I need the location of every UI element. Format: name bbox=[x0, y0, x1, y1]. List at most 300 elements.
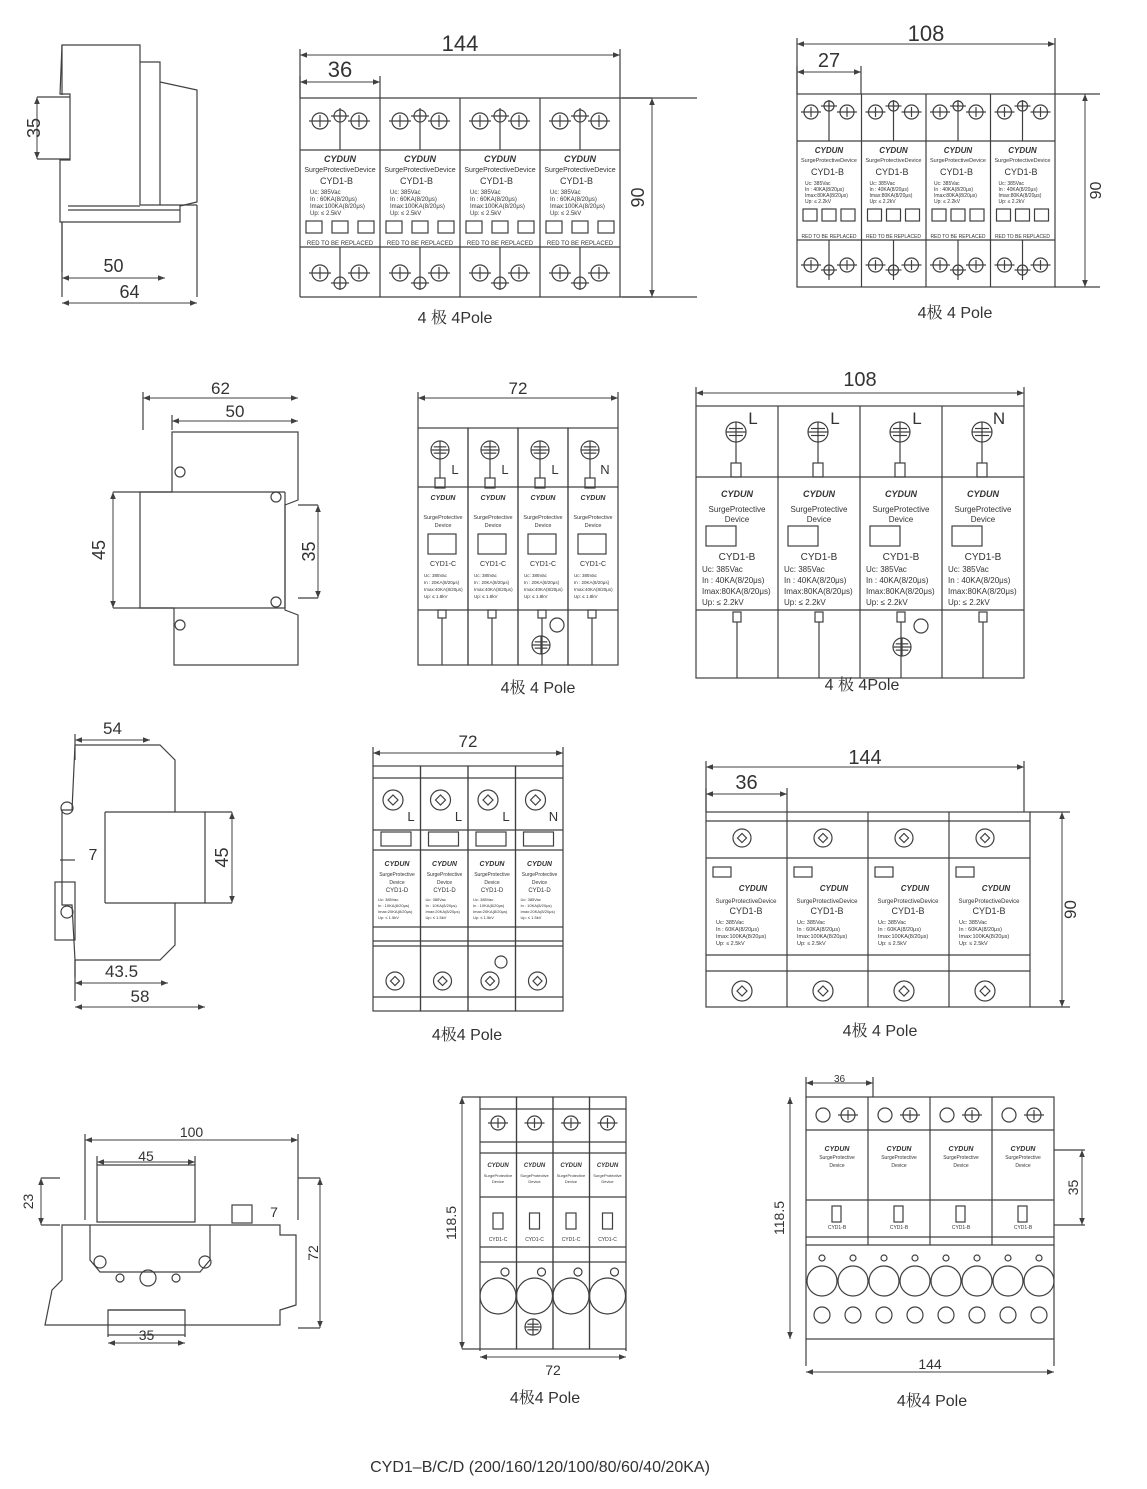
view-caption: 4 极 4Pole bbox=[417, 310, 493, 327]
screw-circle bbox=[895, 829, 913, 847]
screw-terminal-icon bbox=[813, 981, 833, 1001]
indicator-window bbox=[713, 867, 731, 877]
terminal-circle bbox=[61, 802, 73, 814]
terminal-block bbox=[977, 463, 987, 477]
spec-line: Up: ≤ 2.2kV bbox=[702, 598, 744, 607]
model-label: CYD1-D bbox=[528, 888, 551, 894]
replace-warning: RED TO BE REPLACED bbox=[466, 241, 534, 247]
cydun-logo: CYDUN bbox=[487, 1163, 509, 1169]
device-subtitle: SurgeProtectiveDevice bbox=[994, 158, 1051, 164]
indicator-window bbox=[306, 221, 322, 233]
indicator-window bbox=[518, 221, 534, 233]
spec-line: Imax:100KA(8/20μs) bbox=[550, 204, 605, 210]
indicator-window bbox=[412, 221, 428, 233]
indicator-window bbox=[492, 221, 508, 233]
indicator-window bbox=[428, 534, 456, 554]
model-label: CYD1-C bbox=[561, 1237, 581, 1243]
indicator-window bbox=[952, 526, 982, 546]
dimension-label: 35 bbox=[299, 541, 319, 562]
dimension-label: 45 bbox=[212, 847, 232, 868]
device-subtitle: Device bbox=[484, 880, 500, 886]
indicator-window bbox=[1035, 209, 1049, 221]
screw-terminal-icon bbox=[1031, 258, 1051, 272]
screw-terminal-icon bbox=[837, 105, 857, 119]
terminal-circle bbox=[850, 1255, 856, 1261]
spec-line: Imax:20KA(8/20μs) bbox=[473, 909, 508, 914]
screw-head bbox=[531, 795, 541, 805]
spec-line: Up: ≤ 1.5kV bbox=[520, 915, 542, 920]
dimension-label: 144 bbox=[848, 747, 882, 769]
replace-warning: RED TO BE REPLACED bbox=[386, 241, 454, 247]
indicator-window bbox=[841, 209, 855, 221]
cydun-logo: CYDUN bbox=[814, 146, 844, 155]
pole-body bbox=[480, 1097, 517, 1349]
dimension-label: 50 bbox=[103, 256, 124, 276]
model-label: CYD1-B bbox=[875, 167, 909, 177]
ground-symbol bbox=[914, 619, 928, 633]
cydun-logo: CYDUN bbox=[430, 495, 456, 502]
terminal-slot bbox=[476, 832, 506, 846]
spec-line: Imax:40KA(8/20μs) bbox=[524, 587, 563, 592]
side-view-2 bbox=[140, 432, 298, 665]
spec-line: In : 40KA(8/20μs) bbox=[866, 576, 929, 585]
screw-terminal-icon bbox=[962, 1108, 982, 1122]
model-label: CYD1-D bbox=[480, 888, 504, 894]
device-subtitle: Device bbox=[436, 880, 453, 886]
device-subtitle: SurgeProtective bbox=[943, 1155, 979, 1161]
terminal-circle bbox=[912, 1255, 918, 1261]
indicator-window bbox=[875, 867, 893, 877]
model-label: CYD1-D bbox=[433, 888, 456, 894]
terminal-circle bbox=[974, 1255, 980, 1261]
cydun-logo: CYDUN bbox=[1010, 1146, 1036, 1153]
screw-terminal-icon bbox=[895, 829, 913, 847]
spec-line: Up: ≤ 2.5kV bbox=[716, 941, 745, 947]
ground-symbol bbox=[550, 618, 564, 632]
cydun-logo: CYDUN bbox=[802, 489, 836, 499]
terminal-circle bbox=[807, 1266, 837, 1296]
indicator-window bbox=[332, 221, 348, 233]
screw-terminal-icon bbox=[801, 258, 821, 272]
spec-line: In : 40KA(8/20μs) bbox=[998, 187, 1038, 193]
view-caption: 4极 4 Pole bbox=[917, 305, 993, 322]
terminal-block bbox=[731, 463, 741, 477]
indicator-window bbox=[493, 1213, 503, 1229]
device-subtitle: SurgeProtective bbox=[790, 505, 848, 514]
screw-terminal-icon bbox=[588, 113, 610, 129]
spec-line: Uc: 385Vac bbox=[470, 190, 501, 196]
dimension-label: 90 bbox=[1088, 181, 1105, 200]
screw-head bbox=[980, 986, 990, 996]
screw-terminal-icon bbox=[902, 258, 922, 272]
screw-terminal-icon bbox=[598, 1116, 618, 1130]
cydun-logo: CYDUN bbox=[527, 861, 552, 868]
cydun-logo: CYDUN bbox=[738, 884, 768, 893]
model-label: CYD1-C bbox=[479, 561, 507, 568]
indicator-window bbox=[528, 534, 556, 554]
cydun-logo: CYDUN bbox=[384, 861, 410, 868]
pole-label: L bbox=[454, 809, 463, 824]
replace-warning: RED TO BE REPLACED bbox=[930, 234, 986, 240]
model-label: CYD1-B bbox=[718, 552, 756, 563]
cydun-logo: CYDUN bbox=[900, 884, 930, 893]
cydun-logo: CYDUN bbox=[966, 489, 1000, 499]
dimension-label: 72 bbox=[305, 1245, 321, 1261]
terminal-circle bbox=[94, 1256, 106, 1268]
model-label: CYD1-C bbox=[529, 561, 557, 568]
spec-line: Imax:20KA(8/20μs) bbox=[378, 909, 413, 914]
spec-line: Up: ≤ 2.2kV bbox=[866, 598, 908, 607]
model-label: CYD1-B bbox=[320, 176, 354, 186]
indicator-window bbox=[997, 209, 1011, 221]
spec-line: Imax:80KA(8/20μs) bbox=[934, 193, 977, 199]
screw-circle bbox=[975, 981, 995, 1001]
spec-line: In : 10KA(8/20μs) bbox=[520, 903, 552, 908]
spec-line: In : 60KA(8/20μs) bbox=[470, 197, 517, 203]
indicator-window bbox=[572, 221, 588, 233]
terminal-circle bbox=[1031, 1307, 1047, 1323]
indicator-window bbox=[706, 526, 736, 546]
view-caption: 4极4 Pole bbox=[509, 1390, 581, 1407]
screw-terminal-icon bbox=[389, 265, 411, 281]
screw-terminal-icon bbox=[549, 113, 571, 129]
spec-line: In : 40KA(8/20μs) bbox=[869, 187, 909, 193]
screw-terminal-icon bbox=[488, 1116, 508, 1130]
device-subtitle: Device bbox=[724, 515, 750, 524]
terminal-circle bbox=[1005, 1255, 1011, 1261]
terminal-circle bbox=[501, 1268, 509, 1276]
indicator-window bbox=[906, 209, 920, 221]
screw-terminal-icon bbox=[478, 790, 498, 810]
screw-head bbox=[818, 986, 828, 996]
spec-line: Uc: 385Vac bbox=[797, 920, 826, 926]
spec-line: Up: ≤ 2.5kV bbox=[470, 211, 502, 217]
spec-line: Up: ≤ 2.2kV bbox=[805, 199, 832, 205]
model-label: CYD1-B bbox=[811, 167, 845, 177]
cydun-logo: CYDUN bbox=[886, 1146, 912, 1153]
pole-body bbox=[418, 428, 468, 665]
device-subtitle: SurgeProtective bbox=[379, 872, 415, 878]
screw-terminal-icon bbox=[726, 422, 746, 442]
view-caption: 4极 4 Pole bbox=[842, 1023, 918, 1040]
spec-line: Uc: 385Vac bbox=[784, 565, 825, 574]
dimension-label: 62 bbox=[211, 379, 230, 398]
dimension-label: 7 bbox=[270, 1204, 278, 1220]
terminal-circle bbox=[1024, 1266, 1054, 1296]
terminal-block bbox=[979, 612, 987, 622]
device-subtitle: Device bbox=[534, 523, 552, 529]
replace-warning: RED TO BE REPLACED bbox=[865, 234, 922, 240]
model-label: CYD1-B bbox=[940, 167, 974, 177]
screw-head bbox=[486, 977, 495, 986]
terminal-circle bbox=[969, 1307, 985, 1323]
screw-terminal-icon bbox=[838, 1108, 858, 1122]
cydun-logo: CYDUN bbox=[981, 884, 1011, 893]
spec-line: Up: ≤ 1.8kV bbox=[524, 594, 548, 599]
spec-line: Uc: 385Vac bbox=[550, 190, 581, 196]
device-subtitle: SurgeProtective bbox=[593, 1173, 622, 1178]
screw-circle bbox=[976, 829, 994, 847]
spec-line: Imax:100KA(8/20μs) bbox=[470, 204, 525, 210]
spec-line: Imax:40KA(8/20μs) bbox=[574, 587, 613, 592]
pole-body bbox=[517, 1097, 554, 1349]
dimension-label: 58 bbox=[130, 987, 150, 1006]
model-label: CYD1-C bbox=[579, 561, 607, 568]
terminal-circle bbox=[869, 1266, 899, 1296]
cydun-logo: CYDUN bbox=[884, 489, 918, 499]
model-label: CYD1-D bbox=[385, 888, 409, 894]
spec-line: Imax:100KA(8/20μs) bbox=[390, 204, 445, 210]
device-subtitle: SurgeProtective bbox=[872, 505, 930, 514]
spec-line: In : 20KA(8/20μs) bbox=[524, 580, 560, 585]
screw-terminal-icon bbox=[531, 441, 549, 459]
indicator-window bbox=[598, 221, 614, 233]
device-subtitle: SurgeProtective bbox=[474, 872, 510, 878]
spec-line: Up: ≤ 1.5kV bbox=[473, 915, 494, 920]
dimension-label: 45 bbox=[138, 1148, 154, 1164]
indicator-window bbox=[794, 867, 812, 877]
ground-symbol bbox=[495, 956, 507, 968]
spec-line: In : 40KA(8/20μs) bbox=[702, 576, 765, 585]
cydun-logo: CYDUN bbox=[879, 146, 908, 155]
footer-caption: CYD1–B/C/D (200/160/120/100/80/60/40/20KA) bbox=[370, 1459, 710, 1476]
screw-circle bbox=[383, 790, 403, 810]
spec-line: Imax:80KA(8/20μs) bbox=[805, 193, 848, 199]
model-label: CYD1-B bbox=[1004, 167, 1038, 177]
terminal-block bbox=[897, 612, 905, 622]
terminal-circle bbox=[819, 1255, 825, 1261]
pole-label: L bbox=[407, 809, 415, 824]
terminal-circle bbox=[962, 1266, 992, 1296]
screw-terminal-icon bbox=[481, 972, 499, 990]
indicator-window bbox=[478, 534, 506, 554]
screw-terminal-icon bbox=[900, 1108, 920, 1122]
spec-line: In : 20KA(8/20μs) bbox=[474, 580, 510, 585]
screw-terminal-icon bbox=[995, 258, 1015, 272]
device-subtitle: SurgeProtectiveDevice bbox=[384, 167, 456, 174]
spec-line: In : 40KA(8/20μs) bbox=[934, 187, 974, 193]
device-subtitle: SurgeProtectiveDevice bbox=[464, 167, 536, 174]
spec-line: In : 60KA(8/20μs) bbox=[390, 197, 437, 203]
device-subtitle: SurgeProtective bbox=[954, 505, 1012, 514]
spec-line: Imax:40KA(8/20μs) bbox=[424, 587, 463, 592]
pole-body bbox=[568, 428, 618, 665]
terminal-circle bbox=[938, 1307, 954, 1323]
cydun-logo: CYDUN bbox=[480, 495, 506, 502]
view-caption: 4 极 4Pole bbox=[824, 677, 900, 694]
screw-terminal-icon bbox=[1024, 1108, 1044, 1122]
spec-line: Up: ≤ 2.5kV bbox=[550, 211, 582, 217]
spec-line: Imax:80KA(8/20μs) bbox=[948, 587, 1017, 596]
screw-terminal-icon bbox=[525, 1116, 545, 1130]
screw-terminal-icon bbox=[469, 265, 491, 281]
device-subtitle: SurgeProtectiveDevice bbox=[930, 158, 986, 164]
screw-terminal-icon bbox=[966, 105, 986, 119]
dimension-label: 27 bbox=[817, 50, 841, 72]
replace-warning: RED TO BE REPLACED bbox=[546, 241, 614, 247]
terminal-block bbox=[438, 610, 446, 618]
terminal-circle bbox=[1000, 1307, 1016, 1323]
device-subtitle: SurgeProtective bbox=[556, 1173, 586, 1178]
inner-body bbox=[90, 1225, 210, 1272]
screw-terminal-icon bbox=[348, 113, 370, 129]
screw-terminal-icon bbox=[428, 265, 450, 281]
dimension-label: 72 bbox=[508, 379, 528, 398]
dimension-label: 7 bbox=[88, 847, 98, 864]
spec-line: In : 40KA(8/20μs) bbox=[948, 576, 1011, 585]
pole-label: L bbox=[748, 409, 758, 428]
terminal-circle bbox=[538, 1268, 546, 1276]
spec-line: Uc: 385Vac bbox=[948, 565, 989, 574]
model-label: CYD1-B bbox=[891, 906, 925, 916]
screw-circle bbox=[813, 981, 833, 1001]
terminal-circle bbox=[1002, 1108, 1016, 1122]
dimension-vertical bbox=[41, 1178, 60, 1225]
top-cap bbox=[97, 1165, 195, 1222]
terminal-circle bbox=[590, 1278, 626, 1314]
replace-warning: RED TO BE REPLACED bbox=[801, 234, 857, 240]
dimension-label: 35 bbox=[24, 117, 44, 139]
screw-terminal-icon bbox=[1031, 105, 1051, 119]
spec-line: Uc: 385Vac bbox=[524, 573, 547, 578]
replace-warning: RED TO BE REPLACED bbox=[306, 241, 374, 247]
screw-terminal-icon bbox=[808, 422, 828, 442]
screw-terminal-icon bbox=[930, 105, 950, 119]
screw-terminal-icon bbox=[309, 113, 331, 129]
spec-line: Uc: 385Vac bbox=[805, 181, 831, 187]
indicator-window bbox=[788, 526, 818, 546]
dimension-label: 100 bbox=[179, 1124, 204, 1140]
spec-line: Uc: 385Vac bbox=[473, 897, 494, 902]
dimension-label: 118.5 bbox=[771, 1201, 787, 1235]
side-view-outline bbox=[62, 745, 205, 960]
indicator-window bbox=[386, 221, 402, 233]
cydun-logo: CYDUN bbox=[819, 884, 849, 893]
terminal-circle bbox=[878, 1108, 892, 1122]
device-subtitle: SurgeProtective bbox=[1005, 1155, 1041, 1161]
spec-line: In : 60KA(8/20μs) bbox=[550, 197, 597, 203]
screw-head bbox=[981, 834, 990, 843]
terminal-block bbox=[895, 463, 905, 477]
view-caption: 4极 4 Pole bbox=[500, 680, 576, 697]
pole-label: N bbox=[600, 462, 610, 477]
device-subtitle: Device bbox=[528, 1179, 541, 1184]
indicator-window bbox=[932, 209, 946, 221]
cydun-logo: CYDUN bbox=[580, 495, 606, 502]
device-subtitle: SurgeProtective bbox=[881, 1155, 917, 1161]
pole-label: N bbox=[548, 809, 559, 824]
terminal-circle bbox=[940, 1108, 954, 1122]
spec-line: In : 20KA(8/20μs) bbox=[424, 580, 460, 585]
device-subtitle: Device bbox=[953, 1163, 969, 1169]
indicator-window bbox=[566, 1213, 576, 1229]
module-108-b bbox=[696, 406, 1024, 678]
model-label: CYD1-B bbox=[951, 1225, 971, 1231]
spec-line: Imax:100KA(8/20μs) bbox=[310, 204, 365, 210]
dimension-label: 35 bbox=[138, 1327, 155, 1343]
spec-line: In : 40KA(8/20μs) bbox=[805, 187, 845, 193]
indicator-window bbox=[951, 209, 965, 221]
dimension-label: 72 bbox=[545, 1362, 561, 1378]
model-label: CYD1-C bbox=[488, 1237, 508, 1243]
spec-line: In : 40KA(8/20μs) bbox=[784, 576, 847, 585]
model-label: CYD1-B bbox=[1013, 1225, 1033, 1231]
module-144-c bbox=[806, 1097, 1085, 1339]
terminal-circle bbox=[480, 1278, 516, 1314]
spec-line: Uc: 385Vac bbox=[869, 181, 895, 187]
spec-line: Uc: 385Vac bbox=[866, 565, 907, 574]
screw-circle bbox=[434, 972, 452, 990]
spec-line: Up: ≤ 1.8kV bbox=[574, 594, 598, 599]
screw-circle bbox=[529, 972, 547, 990]
side-view-3 bbox=[55, 745, 205, 960]
spec-line: In : 10KA(8/20μs) bbox=[378, 903, 410, 908]
device-subtitle: SurgeProtective bbox=[473, 515, 513, 521]
spec-line: Up: ≤ 2.2kV bbox=[998, 199, 1025, 205]
terminal-block bbox=[488, 610, 496, 618]
spec-line: Uc: 385Vac bbox=[390, 190, 421, 196]
terminal-circle bbox=[943, 1255, 949, 1261]
screw-terminal-icon bbox=[431, 790, 451, 810]
spec-line: Uc: 385Vac bbox=[998, 181, 1024, 187]
spec-line: In : 60KA(8/20μs) bbox=[797, 927, 840, 933]
spec-line: Imax:80KA(8/20μs) bbox=[866, 587, 935, 596]
device-subtitle: SurgeProtective bbox=[483, 1173, 513, 1178]
spec-line: Imax:100KA(8/20μs) bbox=[878, 934, 929, 940]
dimension-label: 144 bbox=[441, 31, 479, 56]
screw-terminal-icon bbox=[309, 265, 331, 281]
module-72 bbox=[418, 428, 618, 665]
spec-line: Up: ≤ 1.5kV bbox=[425, 915, 447, 920]
model-label: CYD1-C bbox=[429, 561, 457, 568]
spec-line: In : 10KA(8/20μs) bbox=[425, 903, 457, 908]
screw-head bbox=[391, 977, 400, 986]
screw-terminal-icon bbox=[995, 105, 1015, 119]
indicator-window bbox=[822, 209, 836, 221]
side-view-outline bbox=[140, 432, 298, 665]
spec-line: Uc: 385Vac bbox=[702, 565, 743, 574]
spec-line: Uc: 385Vac bbox=[574, 573, 597, 578]
screw-terminal-icon bbox=[893, 638, 911, 656]
screw-terminal-icon bbox=[733, 829, 751, 847]
screw-terminal-icon bbox=[508, 265, 530, 281]
screw-circle bbox=[431, 790, 451, 810]
device-subtitle: SurgeProtectiveDevice bbox=[715, 899, 777, 905]
device-subtitle: Device bbox=[970, 515, 996, 524]
indicator-window bbox=[868, 209, 882, 221]
model-label: CYD1-B bbox=[827, 1225, 847, 1231]
device-subtitle: Device bbox=[434, 523, 452, 529]
cydun-logo: CYDUN bbox=[943, 146, 973, 155]
spec-line: Up: ≤ 2.5kV bbox=[878, 941, 907, 947]
spec-line: Up: ≤ 2.5kV bbox=[310, 211, 342, 217]
terminal-slot bbox=[381, 832, 411, 846]
indicator-window bbox=[358, 221, 374, 233]
model-label: CYD1-B bbox=[889, 1225, 909, 1231]
terminal-circle bbox=[175, 467, 185, 477]
dimension-label: 36 bbox=[735, 772, 758, 794]
device-subtitle: Device bbox=[1015, 1163, 1031, 1169]
dimension-label: 43.5 bbox=[104, 962, 139, 981]
screw-circle bbox=[733, 829, 751, 847]
cydun-logo: CYDUN bbox=[596, 1163, 619, 1169]
model-label: CYD1-B bbox=[972, 906, 1006, 916]
model-label: CYD1-B bbox=[560, 176, 594, 186]
device-subtitle: SurgeProtective bbox=[520, 1173, 549, 1178]
pole-body bbox=[518, 428, 568, 665]
terminal-circle bbox=[900, 1266, 930, 1296]
screw-circle bbox=[526, 790, 546, 810]
